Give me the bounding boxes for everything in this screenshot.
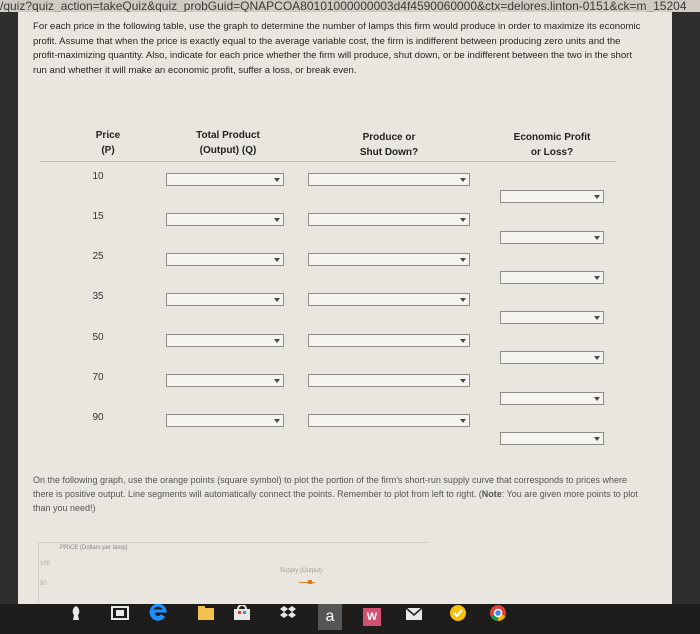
chevron-down-icon bbox=[274, 419, 280, 423]
word-icon[interactable]: W bbox=[360, 604, 384, 630]
dropbox-icon[interactable] bbox=[276, 604, 300, 630]
produce-dropdown[interactable] bbox=[308, 173, 470, 186]
profit-dropdown[interactable] bbox=[500, 231, 604, 244]
profit-dropdown[interactable] bbox=[500, 190, 604, 203]
produce-dropdown[interactable] bbox=[308, 293, 470, 306]
mail-icon[interactable] bbox=[402, 604, 426, 630]
price-cell: 70 bbox=[92, 372, 104, 383]
chevron-down-icon bbox=[594, 397, 600, 401]
chevron-down-icon bbox=[594, 276, 600, 280]
chrome-icon[interactable] bbox=[486, 604, 510, 630]
supply-graph[interactable] bbox=[38, 542, 429, 605]
graph-instructions: On the following graph, use the orange points (square symbol) to plot the portion of the firm's short-run supply curve that corresponds to prices where there is positive output. Line segments will automatically connect the points. Remember to plot from left to right. (Note: You are given more points to plot than you need!) bbox=[33, 475, 638, 513]
price-cell: 35 bbox=[92, 291, 104, 302]
price-cell: 25 bbox=[92, 251, 104, 262]
produce-dropdown[interactable] bbox=[308, 334, 470, 347]
price-cell: 50 bbox=[92, 332, 104, 343]
price-cell: 15 bbox=[92, 211, 104, 222]
chevron-down-icon bbox=[594, 236, 600, 240]
legend-label: Supply (Output) bbox=[280, 568, 323, 574]
chevron-down-icon bbox=[274, 178, 280, 182]
chevron-down-icon bbox=[594, 316, 600, 320]
chevron-down-icon bbox=[274, 298, 280, 302]
chevron-down-icon bbox=[460, 339, 466, 343]
profit-dropdown[interactable] bbox=[500, 351, 604, 364]
chevron-down-icon bbox=[460, 379, 466, 383]
chevron-down-icon bbox=[594, 356, 600, 360]
quantity-dropdown[interactable] bbox=[166, 213, 284, 226]
quantity-dropdown[interactable] bbox=[166, 293, 284, 306]
store-icon[interactable] bbox=[230, 604, 254, 630]
address-bar[interactable]: /quiz?quiz_action=takeQuiz&quiz_probGuid=QNAPCOA80101000000003d4f4590060000&ctx=delores.linton-0151&ck=m_15204 bbox=[0, 0, 700, 12]
chevron-down-icon bbox=[274, 339, 280, 343]
profit-dropdown[interactable] bbox=[500, 392, 604, 405]
orange-square-point-tool[interactable] bbox=[299, 582, 315, 583]
produce-dropdown[interactable] bbox=[308, 213, 470, 226]
edge-icon[interactable] bbox=[146, 604, 170, 630]
quiz-page bbox=[18, 12, 672, 605]
price-header: Price (P) bbox=[95, 130, 121, 156]
profit-dropdown[interactable] bbox=[500, 432, 604, 445]
quantity-dropdown[interactable] bbox=[166, 334, 284, 347]
profit-dropdown[interactable] bbox=[500, 271, 604, 284]
price-cell: 90 bbox=[92, 412, 104, 423]
quantity-dropdown[interactable] bbox=[166, 414, 284, 427]
y-tick-label: 90 bbox=[40, 581, 47, 587]
produce-dropdown[interactable] bbox=[308, 414, 470, 427]
chevron-down-icon bbox=[274, 379, 280, 383]
chevron-down-icon bbox=[460, 258, 466, 262]
y-axis-label: PRICE (Dollars per lamp) bbox=[60, 545, 128, 551]
instructions-text: For each price in the following table, use the graph to determine the number of lamps this firm would produce in order to maximize its economic profit. Assume that when the price is exactly equal to the average variable cost, the firm is indifferent between producing zero units and the profit-maximizing quantity. Also, indicate for each price whether the firm will produce, shut down, or be indifferent between the two in the short run and whether it will make an economic profit, suffer a loss, or break even. bbox=[33, 21, 641, 76]
quantity-header: Total Product (Output) (Q) bbox=[196, 130, 260, 156]
chevron-down-icon bbox=[594, 195, 600, 199]
chevron-down-icon bbox=[460, 218, 466, 222]
norton-icon[interactable] bbox=[446, 604, 470, 630]
header-divider bbox=[40, 161, 616, 162]
quantity-dropdown[interactable] bbox=[166, 173, 284, 186]
taskbar bbox=[0, 604, 700, 634]
quantity-dropdown[interactable] bbox=[166, 253, 284, 266]
quantity-dropdown[interactable] bbox=[166, 374, 284, 387]
file-explorer-icon[interactable] bbox=[194, 604, 218, 630]
y-tick-label: 100 bbox=[40, 561, 51, 567]
chevron-down-icon bbox=[594, 437, 600, 441]
profit-header: Economic Profit or Loss? bbox=[513, 132, 591, 158]
chevron-down-icon bbox=[460, 419, 466, 423]
price-cell: 10 bbox=[92, 171, 104, 182]
chevron-down-icon bbox=[274, 218, 280, 222]
produce-dropdown[interactable] bbox=[308, 253, 470, 266]
ie-icon[interactable] bbox=[108, 604, 132, 630]
produce-dropdown[interactable] bbox=[308, 374, 470, 387]
chevron-down-icon bbox=[460, 178, 466, 182]
produce-header: Produce or Shut Down? bbox=[359, 132, 419, 158]
chevron-down-icon bbox=[274, 258, 280, 262]
profit-dropdown[interactable] bbox=[500, 311, 604, 324]
finder-icon[interactable] bbox=[64, 604, 88, 630]
chevron-down-icon bbox=[460, 298, 466, 302]
amazon-icon[interactable]: a bbox=[318, 604, 342, 630]
